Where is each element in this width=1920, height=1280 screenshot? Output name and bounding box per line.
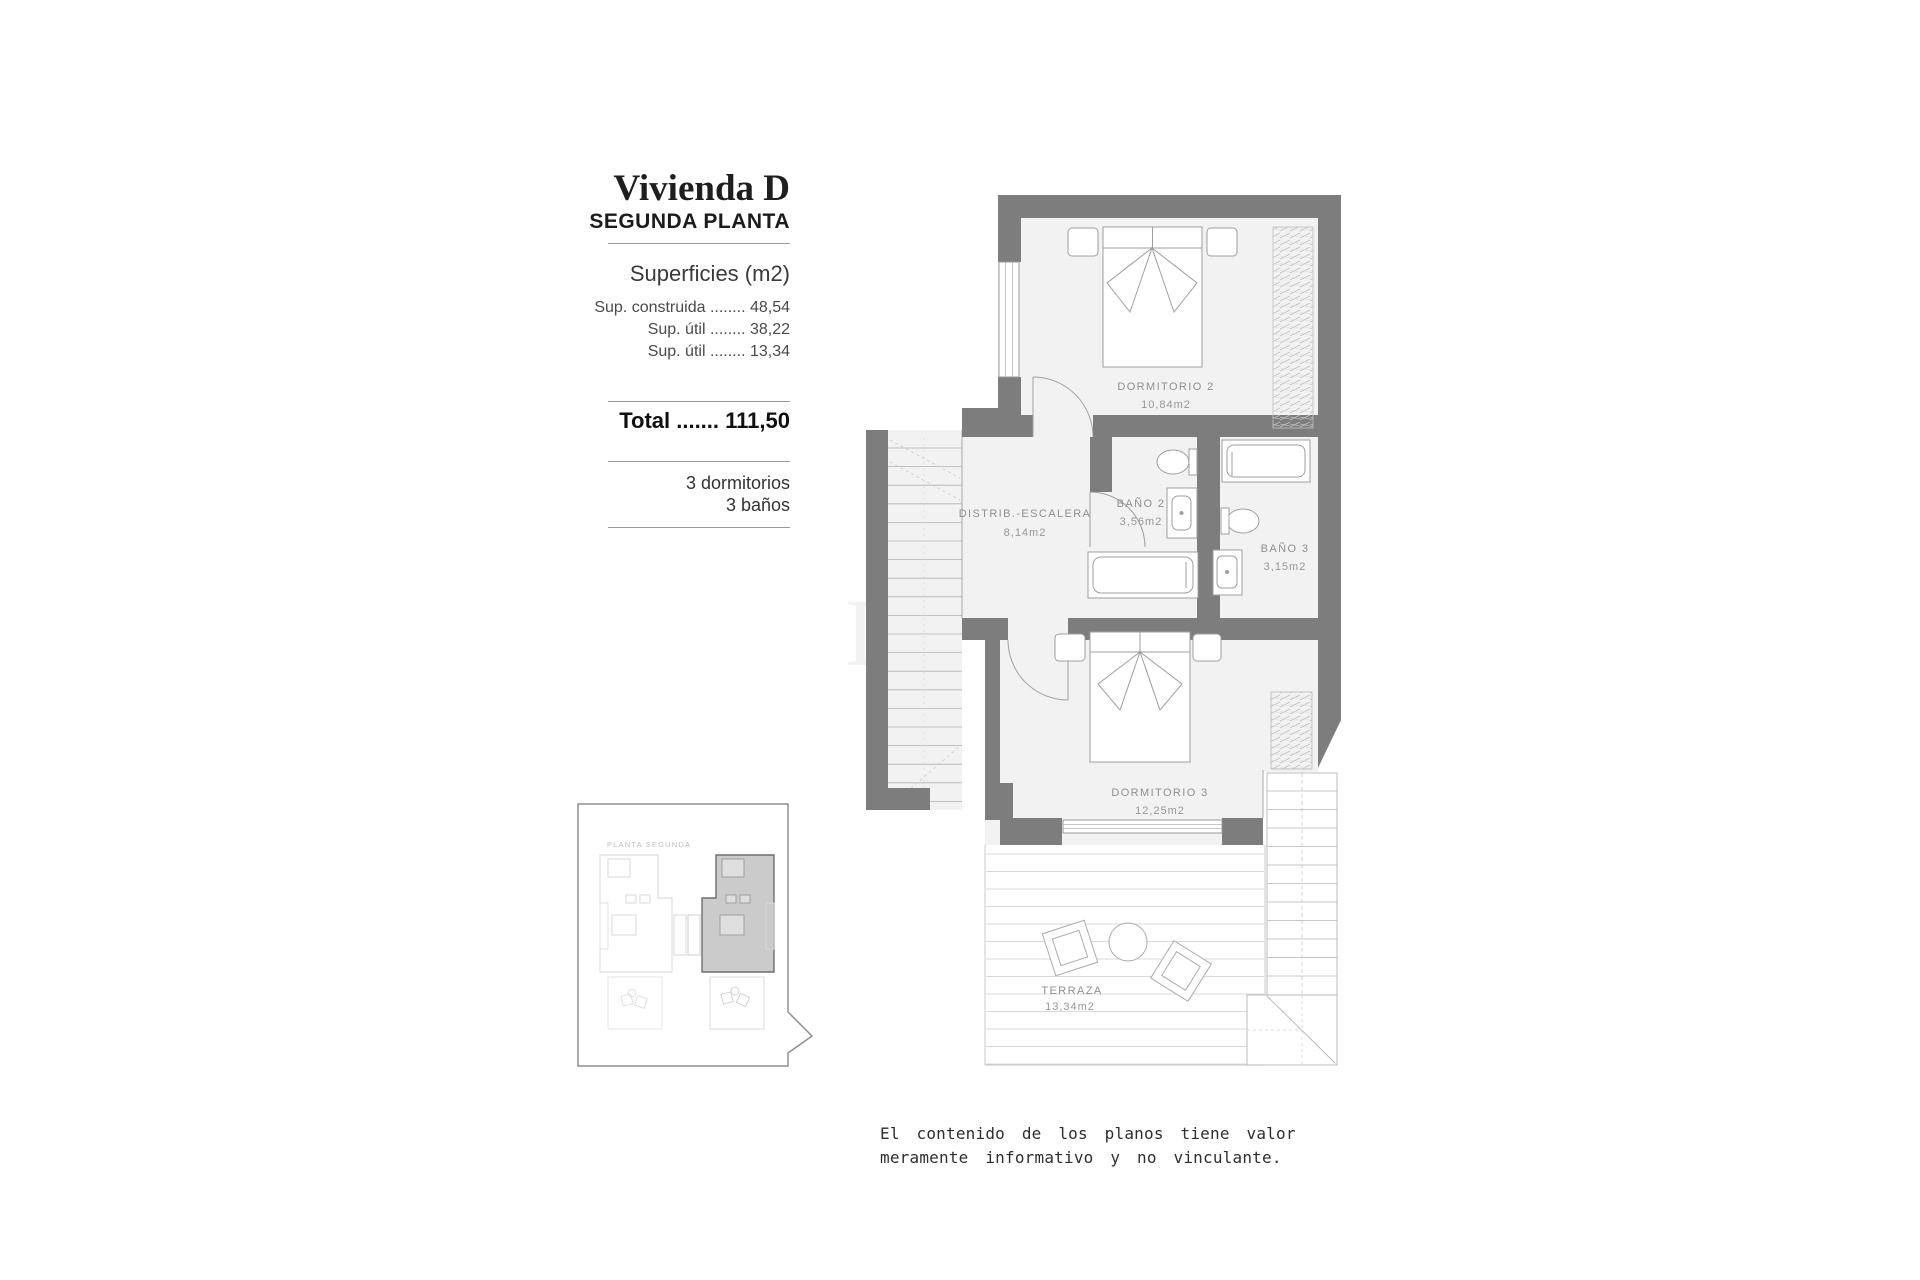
toilet: [1157, 450, 1189, 474]
room-label-distrib: DISTRIB.-ESCALERA: [958, 508, 1092, 520]
surface-row: Sup. útil ........ 38,22: [647, 321, 790, 338]
minimap-drawing: [570, 795, 820, 1085]
divider: [608, 401, 790, 402]
page-subtitle: SEGUNDA PLANTA: [589, 210, 790, 233]
room-area-dormitorio-2: 10,84m2: [1141, 399, 1191, 411]
total-line: Total ....... 111,50: [619, 408, 790, 433]
room-label-dormitorio-2: DORMITORIO 2: [1117, 381, 1215, 393]
floor-plan-drawing: [860, 190, 1440, 1090]
feature-bathrooms: 3 baños: [725, 495, 790, 515]
nightstand: [1193, 634, 1221, 661]
surfaces-heading: Superficies (m2): [629, 261, 790, 286]
nightstand: [1055, 634, 1085, 661]
surface-row: Sup. útil ........ 13,34: [647, 343, 790, 360]
divider: [608, 243, 790, 244]
nightstand: [1207, 228, 1237, 256]
page-title: Vivienda D: [613, 168, 790, 209]
room-area-distrib: 8,14m2: [1003, 527, 1047, 539]
surface-rows: [430, 297, 790, 363]
surface-row: Sup. construida ........ 48,54: [594, 299, 790, 316]
main-floor-plan: [860, 190, 1440, 1090]
divider: [608, 527, 790, 528]
room-label-terraza: TERRAZA: [1041, 985, 1103, 997]
toilet: [1227, 509, 1259, 533]
feature-bedrooms: 3 dormitorios: [685, 473, 790, 493]
toilet-tank: [1221, 508, 1229, 534]
room-area-bano-2: 3,56m2: [1119, 516, 1163, 528]
location-minimap: [570, 795, 820, 1085]
minimap-label: PLANTA SEGUNDA: [607, 840, 692, 849]
nightstand: [1068, 228, 1098, 256]
disclaimer-line-1: El contenido de los planos tiene valor: [880, 1124, 1296, 1143]
disclaimer: [880, 1122, 1296, 1170]
room-area-terraza: 13,34m2: [1045, 1001, 1095, 1013]
divider: [608, 461, 790, 462]
feature-list: [430, 472, 790, 516]
room-label-dormitorio-3: DORMITORIO 3: [1111, 787, 1209, 799]
room-label-bano-3: BAÑO 3: [1260, 543, 1310, 555]
toilet-tank: [1189, 449, 1197, 475]
disclaimer-line-2: meramente informativo y no vinculante.: [880, 1148, 1282, 1167]
armchair: [1042, 920, 1097, 975]
room-area-dormitorio-3: 12,25m2: [1135, 805, 1185, 817]
round-table: [1109, 923, 1147, 961]
info-panel: [430, 170, 790, 528]
armchair: [1151, 941, 1212, 1002]
room-label-bano-2: BAÑO 2: [1116, 498, 1166, 510]
room-area-bano-3: 3,15m2: [1263, 561, 1307, 573]
